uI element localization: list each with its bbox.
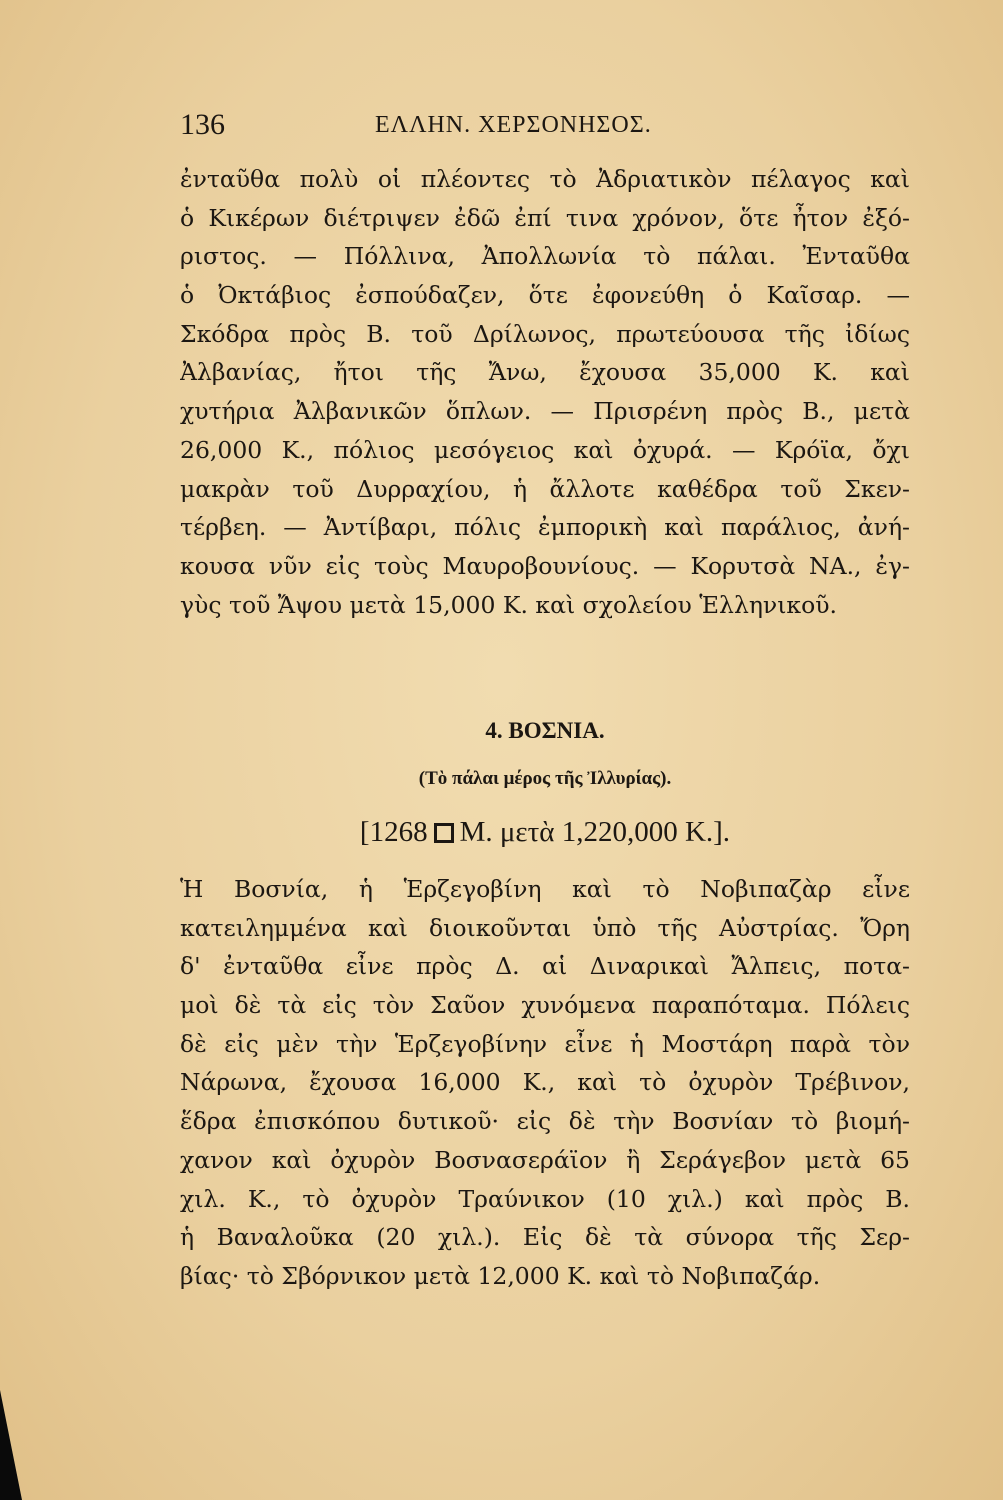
text-line: μοὶ δὲ τὰ εἰς τὸν Σαῦον χυνόμενα παραπόταμα. Πόλεις [180, 991, 910, 1020]
stats-population: Μ. μετὰ 1,220,000 Κ.]. [459, 816, 731, 848]
text-line: Νάρωνα, ἔχουσα 16,000 Κ., καὶ τὸ ὀχυρὸν Τρέβινον, [180, 1068, 910, 1097]
running-title: ΕΛΛΗΝ. ΧΕΡΣΟΝΗΣΟΣ. [375, 112, 652, 138]
text-line: Ἡ Βοσνία, ἡ Ἑρζεγοβίνη καὶ τὸ Νοβιπαζὰρ εἶνε [180, 875, 910, 903]
text-line: Σκόδρα πρὸς Β. τοῦ Δρίλωνος, πρωτεύουσα τῆς ἰδίως [180, 319, 910, 348]
paragraph-bosnia [180, 870, 910, 1296]
text-line: χυτήρια Ἀλβανικῶν ὅπλων. — Πρισρένη πρὸς Β., μετὰ [180, 397, 910, 426]
text-line: μακρὰν τοῦ Δυρραχίου, ἡ ἄλλοτε καθέδρα τοῦ Σκεν- [180, 474, 910, 503]
text-line: ἕδρα ἐπισκόπου δυτικοῦ· εἰς δὲ τὴν Βοσνίαν τὸ βιομή- [180, 1107, 910, 1136]
section-subtitle: (Τὸ πάλαι μέρος τῆς Ἰλλυρίας). [418, 768, 672, 789]
text-line: ἡ Βαναλοῦκα (20 χιλ.). Εἰς δὲ τὰ σύνορα τῆς Σερ- [180, 1223, 910, 1252]
text-line: χιλ. Κ., τὸ ὀχυρὸν Τραύνικον (10 χιλ.) καὶ πρὸς Β. [180, 1184, 910, 1213]
page-header [180, 108, 910, 148]
text-line: χανον καὶ ὀχυρὸν Βοσνασεράϊον ἢ Σεράγεβον μετὰ 65 [180, 1145, 910, 1174]
text-line: δ' ἐνταῦθα εἶνε πρὸς Δ. αἱ Διναρικαὶ Ἄλπεις, ποτα- [180, 952, 910, 981]
text-line: δὲ εἰς μὲν τὴν Ἑρζεγοβίνην εἶνε ἡ Μοστάρη παρὰ τὸν [180, 1029, 910, 1058]
section-title: 4. ΒΟΣΝΙΑ. [485, 718, 605, 743]
text-line: 26,000 Κ., πόλιος μεσόγειος καὶ ὀχυρά. — Κρόϊα, ὄχι [180, 435, 910, 464]
text-line: ριστος. — Πόλλινα, Ἀπολλωνία τὸ πάλαι. Ἐνταῦθα [180, 242, 910, 271]
stats-area: [1268 [359, 816, 428, 848]
square-icon [434, 823, 454, 843]
section-stats [180, 816, 910, 849]
text-line: ἐνταῦθα πολὺ οἱ πλέοντες τὸ Ἀδριατικὸν πέλαγος καὶ [180, 165, 910, 193]
page-number: 136 [180, 108, 225, 141]
paragraph-albania-cities [180, 160, 910, 624]
text-line: ὁ Κικέρων διέτριψεν ἐδῶ ἐπί τινα χρόνον, ὅτε ἦτον ἐξό- [180, 203, 910, 232]
page-corner-shadow [0, 1390, 22, 1500]
text-line: γὺς τοῦ Ἄψου μετὰ 15,000 Κ. καὶ σχολείου Ἑλληνικοῦ. [180, 590, 838, 619]
text-line: Ἀλβανίας, ἤτοι τῆς Ἄνω, ἔχουσα 35,000 Κ. καὶ [180, 358, 910, 387]
text-line: βίας· τὸ Σβόρνικον μετὰ 12,000 Κ. καὶ τὸ Νοβιπαζάρ. [180, 1261, 821, 1290]
text-line: κουσα νῦν εἰς τοὺς Μαυροβουνίους. — Κορυτσὰ ΝΑ., ἐγ- [180, 551, 910, 580]
text-line: ὁ Ὀκτάβιος ἐσπούδαζεν, ὅτε ἐφονεύθη ὁ Καῖσαρ. — [180, 281, 910, 310]
text-line: κατειλημμένα καὶ διοικοῦνται ὑπὸ τῆς Αὐστρίας. Ὄρη [180, 913, 910, 942]
text-line: τέρβεη. — Ἀντίβαρι, πόλις ἐμπορικὴ καὶ παράλιος, ἀνή- [180, 513, 910, 542]
